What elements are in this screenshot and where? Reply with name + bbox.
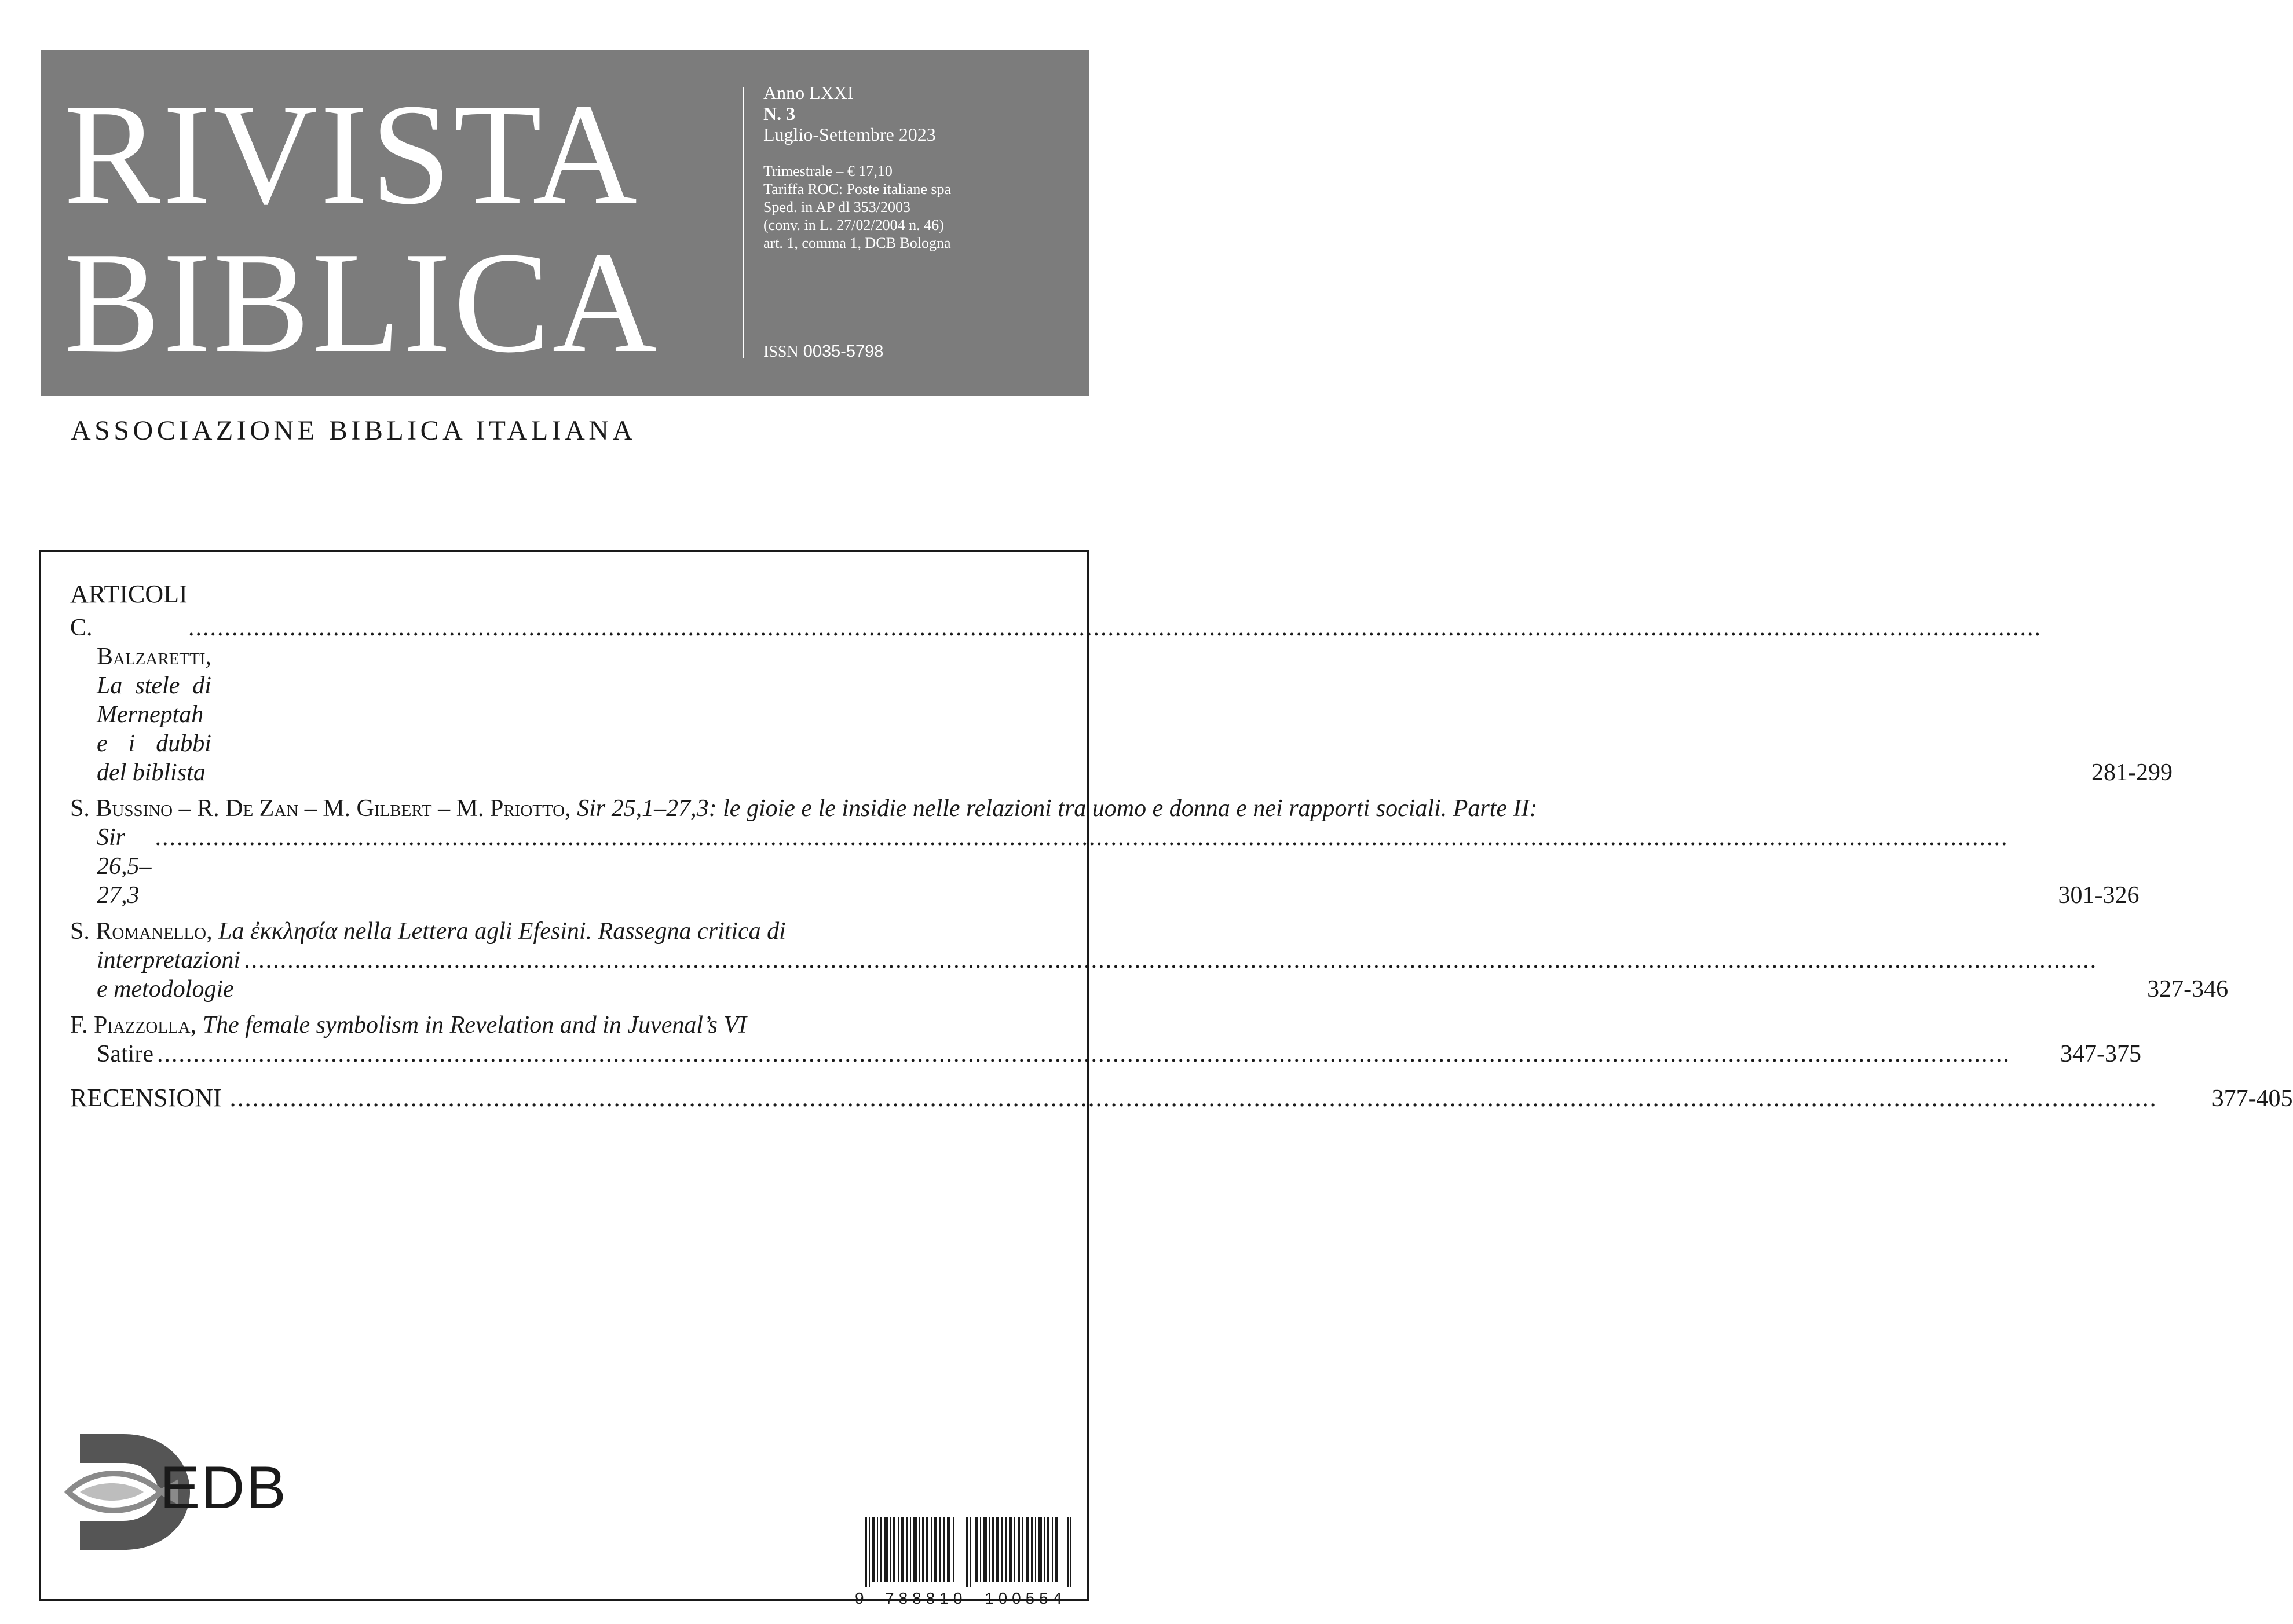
recensioni-label: RECENSIONI <box>70 1084 222 1112</box>
barcode-digit-first: 9 <box>855 1589 864 1607</box>
entry-title-continued: Satire <box>97 1041 153 1067</box>
entry-pages: 347-375 <box>2060 1041 2141 1067</box>
barcode-digits-group1: 788810 <box>885 1589 967 1607</box>
articoli-heading: ARTICOLI <box>70 580 188 608</box>
issue-number: N. 3 <box>763 103 796 124</box>
barcode-icon <box>865 1517 1074 1587</box>
dot-leader <box>230 1084 2157 1113</box>
entry-title: The female symbolism in Revelation and in Juvenal’s VI <box>202 1012 747 1038</box>
header-divider <box>743 87 744 358</box>
issue-info <box>763 82 936 145</box>
entry-title-continued: interpretazioni e metodologie <box>97 947 241 1003</box>
toc-entry <box>70 1011 2141 1069</box>
toc-entry <box>70 794 2140 910</box>
dot-leader <box>244 946 2097 975</box>
entry-title-continued: Sir 26,5–27,3 <box>97 824 152 909</box>
postal-info <box>763 162 951 252</box>
issn-label: ISSN <box>763 343 799 361</box>
issn <box>763 342 883 361</box>
entry-authors: S. Bussino – R. De Zan – M. Gilbert – M. Priotto, <box>70 795 571 822</box>
issue-period: Luglio-Settembre 2023 <box>763 124 936 145</box>
dot-leader <box>157 1040 2010 1069</box>
issue-year: Anno LXXI <box>763 82 854 103</box>
publisher-logo-text: EDB <box>160 1454 287 1521</box>
entry-pages: 281-299 <box>2091 759 2173 786</box>
toc-entry <box>70 917 2229 1004</box>
postal-line: Trimestrale – € 17,10 <box>763 163 893 180</box>
recensioni-entry <box>70 1084 2293 1113</box>
entry-pages: 301-326 <box>2058 882 2140 909</box>
postal-line: (conv. in L. 27/02/2004 n. 46) <box>763 217 944 233</box>
postal-line: Sped. in AP dl 353/2003 <box>763 199 911 215</box>
dot-leader <box>215 613 2042 642</box>
issn-number: 0035-5798 <box>803 342 884 361</box>
association-name: ASSOCIAZIONE BIBLICA ITALIANA <box>71 415 637 446</box>
entry-pages: 327-346 <box>2147 976 2229 1003</box>
toc-entry <box>70 613 2173 787</box>
dot-leader <box>155 823 2009 852</box>
postal-line: art. 1, comma 1, DCB Bologna <box>763 235 951 251</box>
journal-title-line2: BIBLICA <box>64 222 659 383</box>
entry-title: Sir 25,1–27,3: le gioie e le insidie nelle relazioni tra uomo e donna e nei rapporti sociali. Parte II: <box>577 795 1538 822</box>
postal-line: Tariffa ROC: Poste italiane spa <box>763 181 952 197</box>
entry-authors: S. Romanello, <box>70 918 213 945</box>
journal-title-line1: RIVISTA <box>64 74 640 235</box>
header-band <box>41 50 1089 396</box>
entry-authors: F. Piazzolla, <box>70 1012 197 1038</box>
entry-authors: C. Balzaretti, <box>70 615 211 670</box>
entry-title: La ἐκκλησία nella Lettera agli Efesini. Rassegna critica di <box>218 918 786 945</box>
barcode-digits-group2: 100554 <box>985 1589 1067 1607</box>
entry-title: La stele di Merneptah e i dubbi del biblista <box>97 672 211 786</box>
recensioni-pages: 377-405 <box>2211 1085 2293 1112</box>
